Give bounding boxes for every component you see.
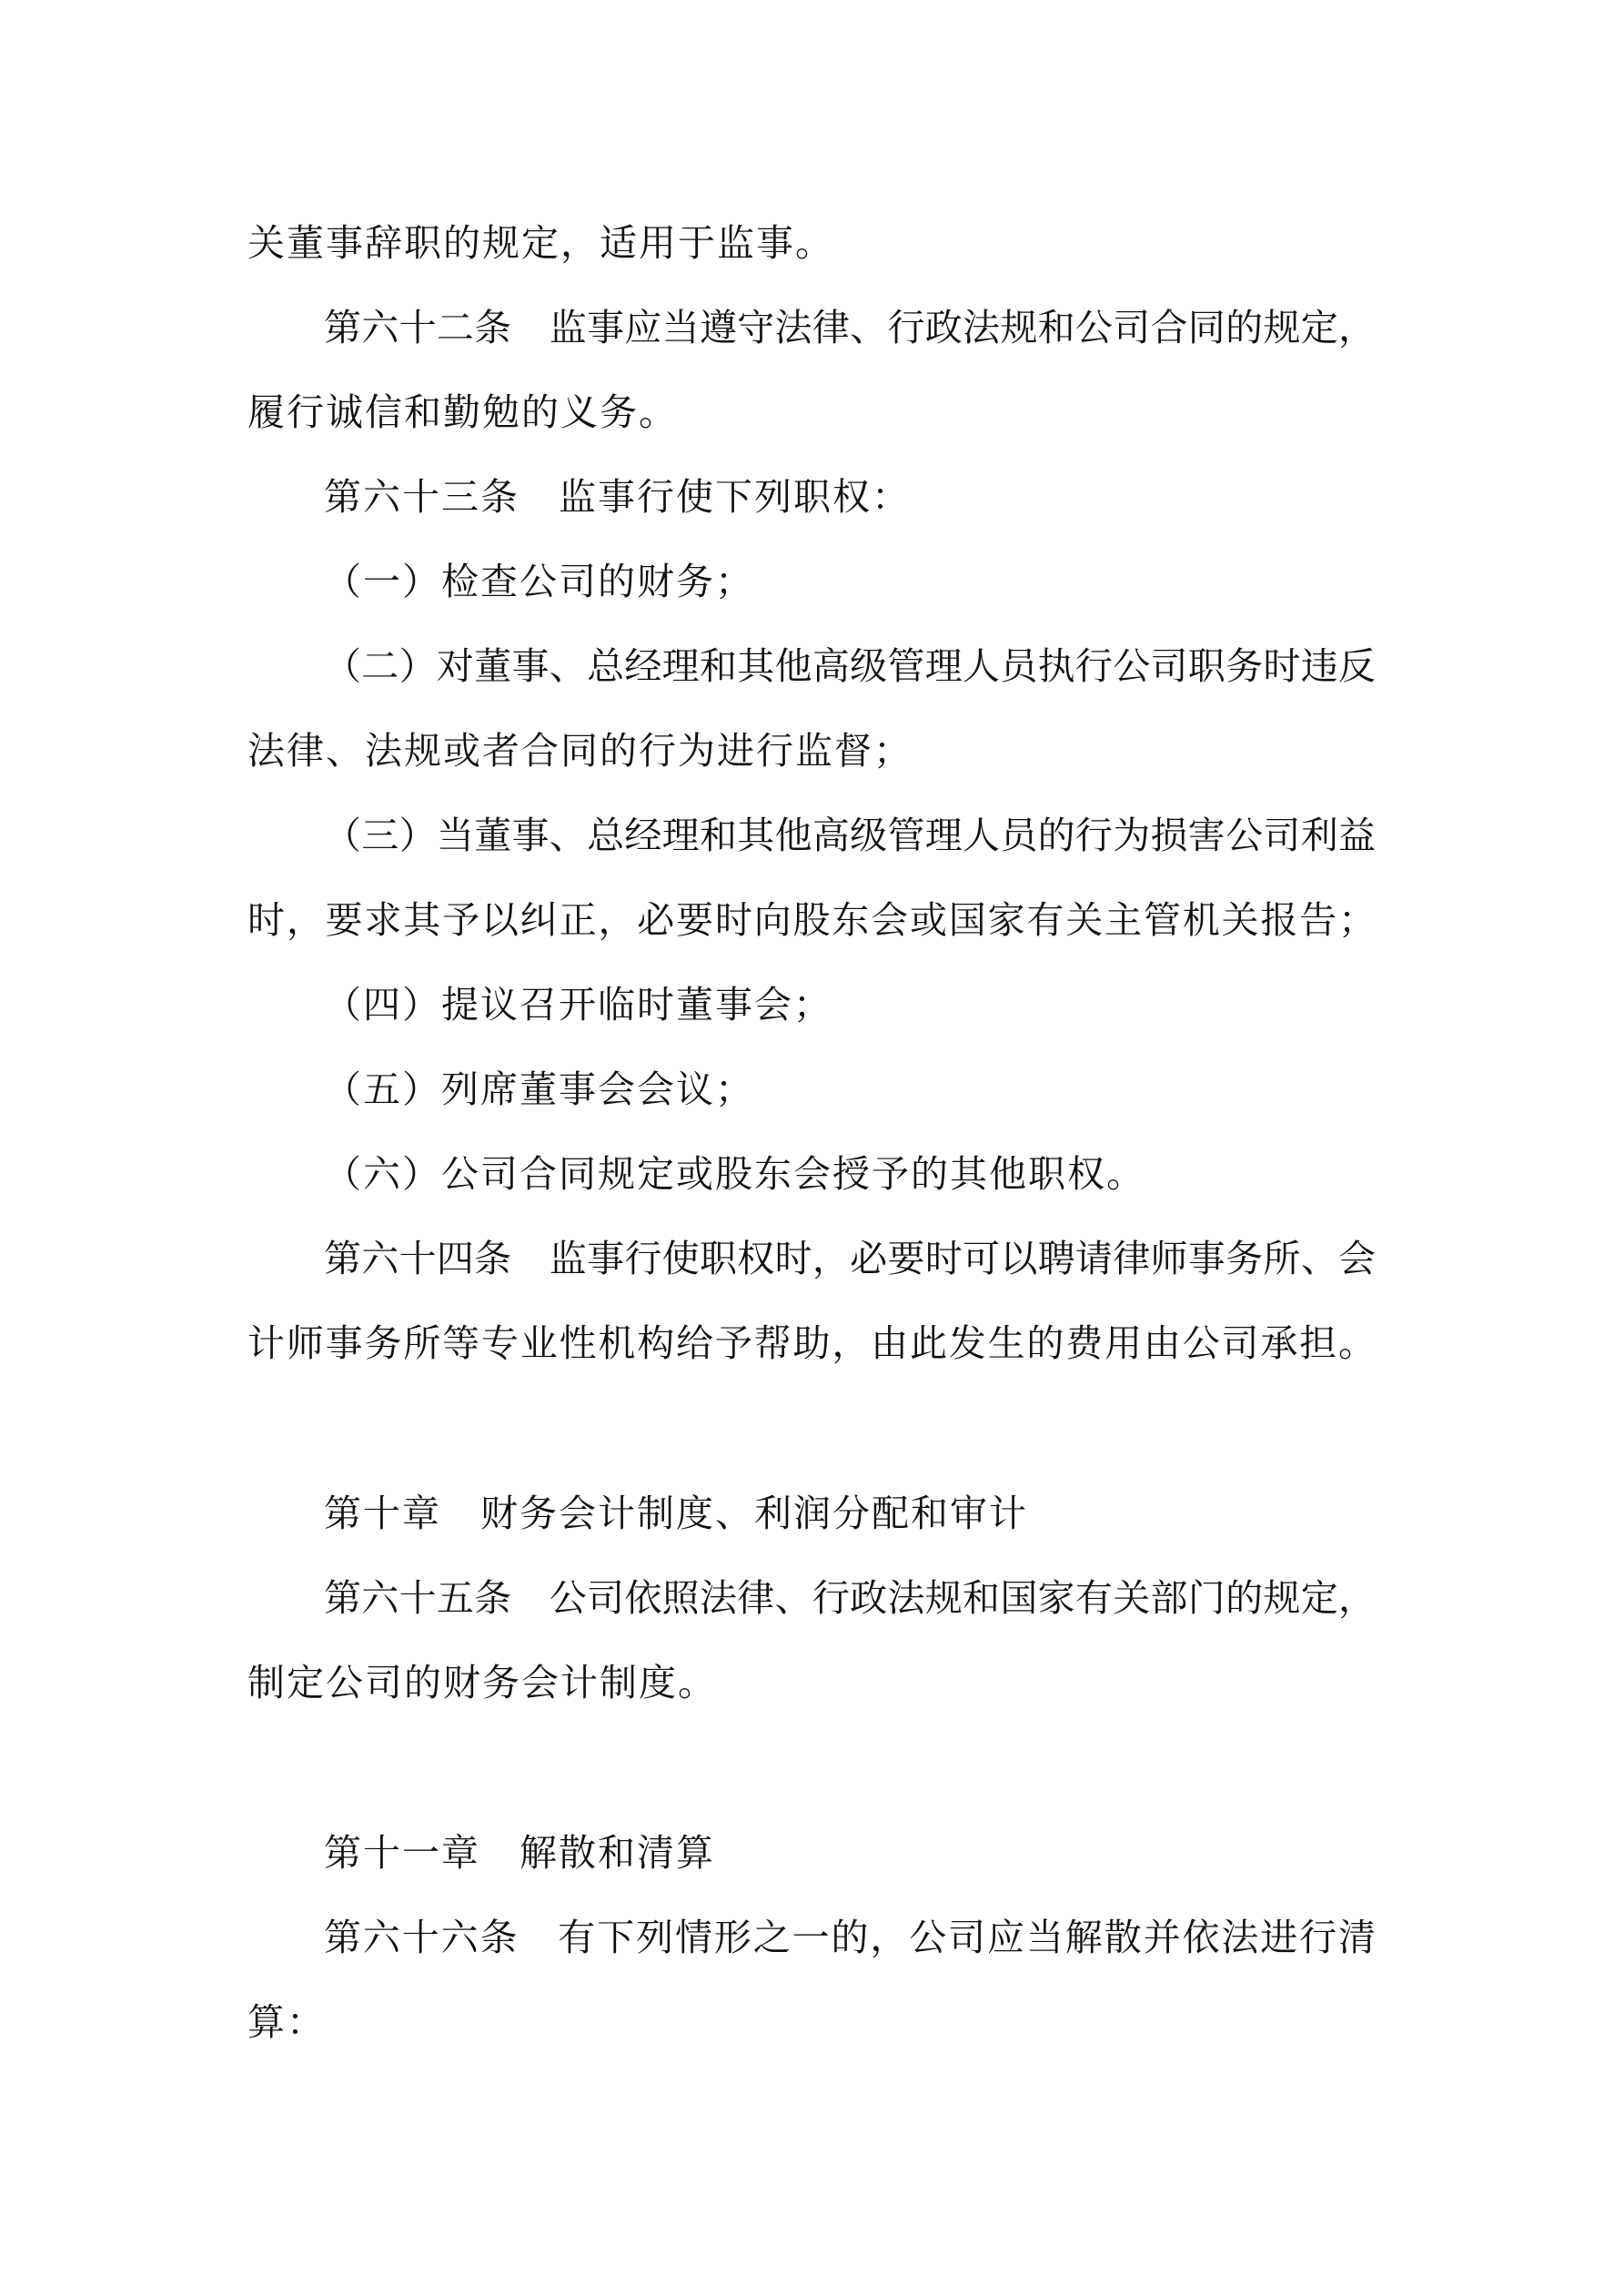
list-item: （五）列席董事会会议； xyxy=(324,1067,754,1111)
text-line: 制定公司的财务会计制度。 xyxy=(247,1661,717,1704)
list-item: （一）检查公司的财务； xyxy=(324,560,754,603)
chapter-heading: 第十章 财务会计制度、利润分配和审计 xyxy=(324,1492,1028,1535)
text-line: 法律、法规或者合同的行为进行监督； xyxy=(247,729,913,773)
article-63: 第六十三条 监事行使下列职权： xyxy=(324,475,911,519)
list-item: （三）当董事、总经理和其他高级管理人员的行为损害公司利益 xyxy=(324,814,1376,857)
text-line: 算： xyxy=(247,2000,326,2044)
text-line: 关董事辞职的规定，适用于监事。 xyxy=(247,221,834,265)
text-line: 履行诚信和勤勉的义务。 xyxy=(247,390,678,434)
chapter-heading: 第十一章 解散和清算 xyxy=(324,1831,715,1875)
article-64: 第六十四条 监事行使职权时，必要时可以聘请律师事务所、会 xyxy=(324,1237,1376,1280)
text-line: 计师事务所等专业性机构给予帮助，由此发生的费用由公司承担。 xyxy=(247,1321,1376,1365)
article-66: 第六十六条 有下列情形之一的，公司应当解散并依法进行清 xyxy=(324,1916,1376,1959)
article-65: 第六十五条 公司依照法律、行政法规和国家有关部门的规定， xyxy=(324,1576,1376,1620)
list-item: （二）对董事、总经理和其他高级管理人员执行公司职务时违反 xyxy=(324,644,1376,688)
list-item: （四）提议召开临时董事会； xyxy=(324,983,832,1027)
text-line: 时，要求其予以纠正，必要时向股东会或国家有关主管机关报告； xyxy=(247,898,1376,942)
list-item: （六）公司合同规定或股东会授予的其他职权。 xyxy=(324,1152,1145,1196)
article-62: 第六十二条 监事应当遵守法律、行政法规和公司合同的规定， xyxy=(324,306,1376,349)
